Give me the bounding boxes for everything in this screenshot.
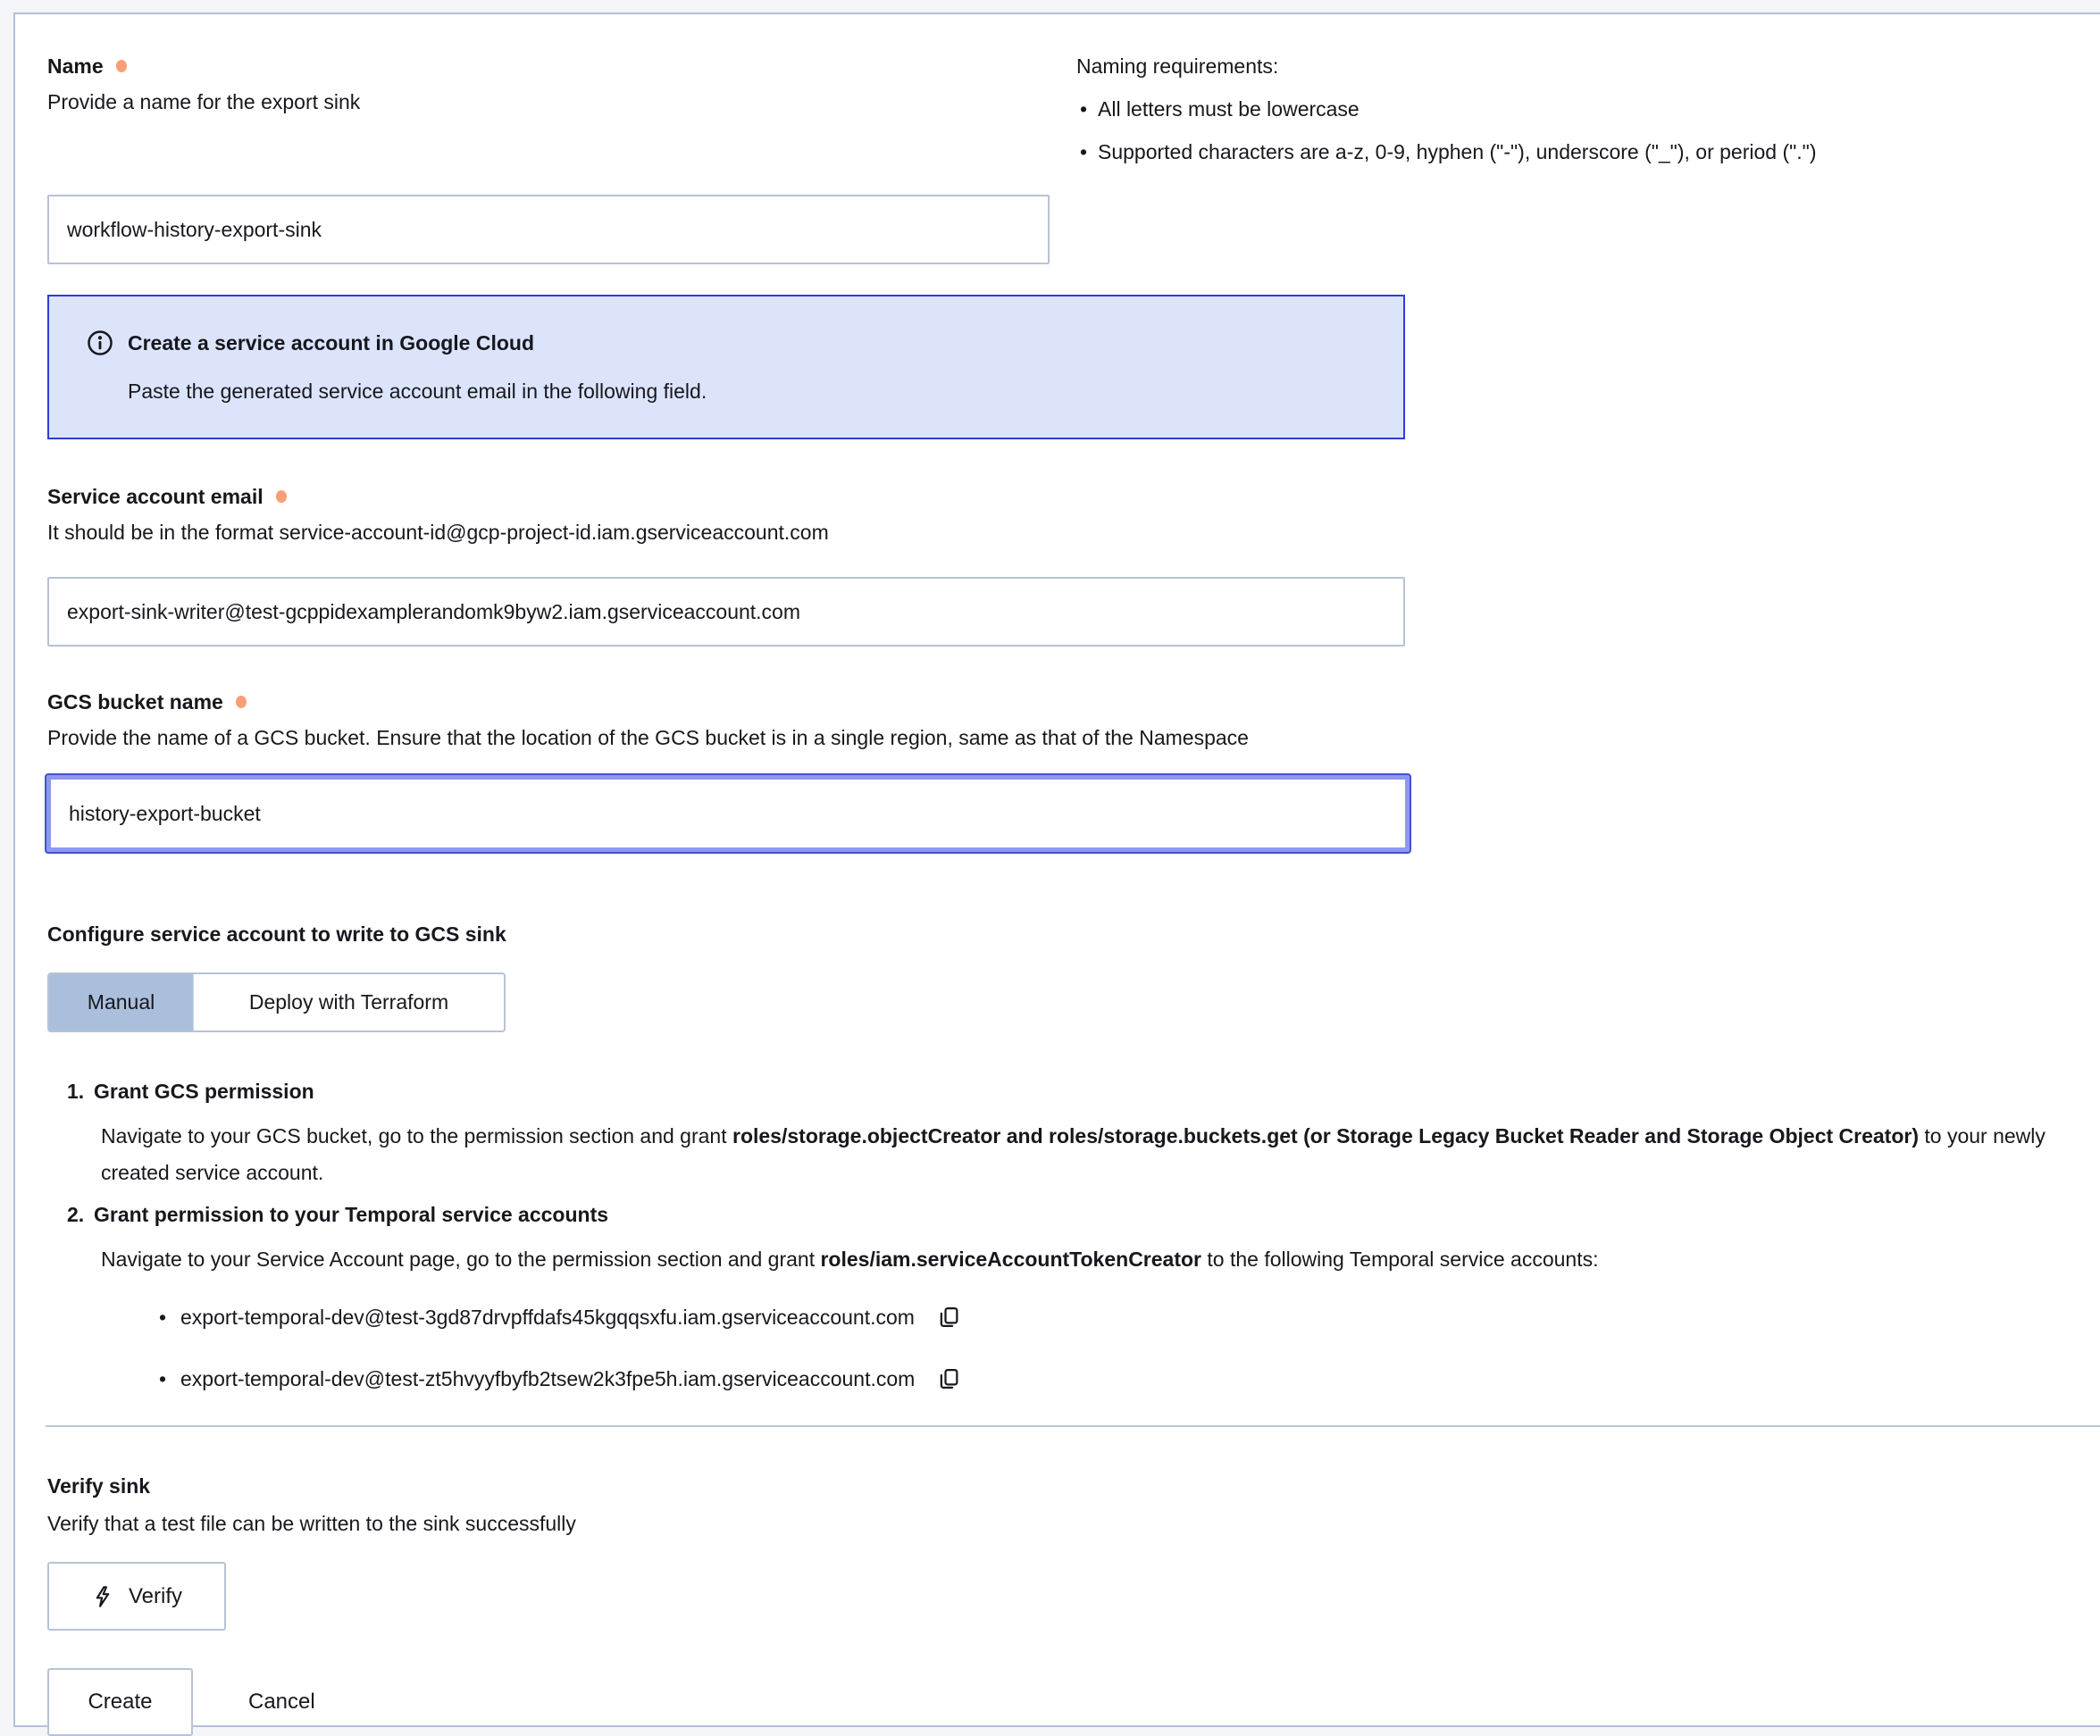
verify-button[interactable] — [47, 1562, 226, 1631]
bullet-icon: • — [1080, 97, 1088, 121]
gcs-bucket-name-input[interactable] — [46, 775, 1410, 852]
step-text: Navigate to your Service Account page, go to the permission section and grant — [101, 1248, 821, 1271]
bucket-field-header — [47, 688, 2100, 752]
bullet-icon: • — [1080, 140, 1088, 163]
step-text-roles: roles/iam.serviceAccountTokenCreator — [820, 1248, 1201, 1271]
copy-button[interactable] — [934, 1303, 963, 1331]
copy-icon — [936, 1366, 961, 1391]
name-field-header — [47, 52, 1076, 166]
temporal-service-accounts-list — [67, 1303, 2100, 1393]
tab-terraform-label: Deploy with Terraform — [248, 990, 449, 1014]
configure-tabs — [47, 972, 506, 1032]
step-instructions — [101, 1241, 2053, 1278]
tab-manual[interactable] — [49, 974, 193, 1031]
export-sink-form-panel — [13, 13, 2100, 1727]
section-divider — [46, 1425, 2100, 1427]
verify-section-title: Verify sink — [47, 1474, 151, 1498]
tab-deploy-with-terraform[interactable] — [193, 974, 504, 1031]
verify-section-description: Verify that a test file can be written to the sink successfully — [47, 1512, 576, 1535]
lightning-bolt-icon — [91, 1585, 114, 1608]
naming-requirements — [1076, 52, 2100, 166]
service-account-email-input[interactable] — [47, 577, 1405, 647]
step-text-roles: roles/storage.objectCreator and roles/storage.buckets.get (or Storage Legacy Bucket Reader and Storage Object Creator) — [732, 1124, 1919, 1148]
info-banner-header — [87, 329, 1376, 357]
step-text: Navigate to your GCS bucket, go to the permission section and grant — [101, 1124, 732, 1148]
required-dot-icon — [276, 490, 287, 503]
bucket-label: GCS bucket name — [47, 690, 223, 714]
bullet-icon: • — [159, 1306, 167, 1329]
step-grant-gcs-permission — [67, 1077, 2100, 1191]
name-description: Provide a name for the export sink — [47, 90, 361, 113]
top-row — [47, 52, 2100, 166]
manual-steps — [47, 1077, 2100, 1393]
create-button[interactable]: Create — [47, 1668, 193, 1736]
copy-button[interactable] — [934, 1365, 963, 1393]
step-number: 2. — [67, 1203, 85, 1226]
step-title: Grant GCS permission — [94, 1080, 314, 1103]
bullet-icon: • — [159, 1367, 167, 1390]
step-text: to the following Temporal service accounts: — [1201, 1248, 1599, 1271]
name-label-row — [47, 52, 1076, 80]
list-item — [67, 1365, 2100, 1393]
sink-name-input[interactable] — [47, 195, 1050, 264]
required-dot-icon — [236, 696, 247, 708]
list-item — [1076, 138, 2100, 166]
info-banner-body: Paste the generated service account email in the following field. — [128, 380, 707, 403]
step-title: Grant permission to your Temporal service accounts — [94, 1203, 609, 1226]
info-circle-icon — [87, 330, 113, 356]
info-banner-title: Create a service account in Google Cloud — [128, 331, 535, 355]
temporal-service-account-email: export-temporal-dev@test-zt5hvyyfbyfb2tsew2k3fpe5h.iam.gserviceaccount.com — [180, 1367, 916, 1390]
step-grant-temporal-permission — [67, 1200, 2100, 1393]
naming-requirement-text: All letters must be lowercase — [1098, 97, 1360, 121]
list-item — [67, 1303, 2100, 1331]
copy-icon — [936, 1305, 961, 1330]
temporal-service-account-email: export-temporal-dev@test-3gd87drvpffdafs45kgqqsxfu.iam.gserviceaccount.com — [180, 1306, 915, 1329]
naming-requirements-list — [1076, 95, 2100, 166]
verify-button-label: Verify — [128, 1583, 183, 1608]
step-number: 1. — [67, 1080, 85, 1103]
cancel-button[interactable]: Cancel — [248, 1690, 315, 1714]
name-label: Name — [47, 54, 104, 78]
list-item — [1076, 95, 2100, 123]
required-dot-icon — [116, 60, 127, 72]
bucket-description: Provide the name of a GCS bucket. Ensure that the location of the GCS bucket is in a single region, same as that of the Namespace — [47, 726, 1249, 749]
service-account-description: It should be in the format service-account-id@gcp-project-id.iam.gserviceaccount.com — [47, 521, 829, 544]
naming-requirements-title: Naming requirements: — [1076, 54, 1279, 78]
step-instructions — [101, 1118, 2053, 1191]
service-account-field-header — [47, 482, 2100, 547]
naming-requirement-text: Supported characters are a-z, 0-9, hyphen ("-"), underscore ("_"), or period (".") — [1098, 140, 1817, 163]
form-actions — [47, 1668, 2100, 1736]
tab-manual-label: Manual — [87, 990, 155, 1014]
info-banner — [47, 295, 1405, 439]
configure-section-title: Configure service account to write to GCS sink — [47, 922, 506, 946]
step-text: to your newly created service account. — [101, 1124, 2046, 1184]
service-account-label: Service account email — [47, 485, 264, 508]
